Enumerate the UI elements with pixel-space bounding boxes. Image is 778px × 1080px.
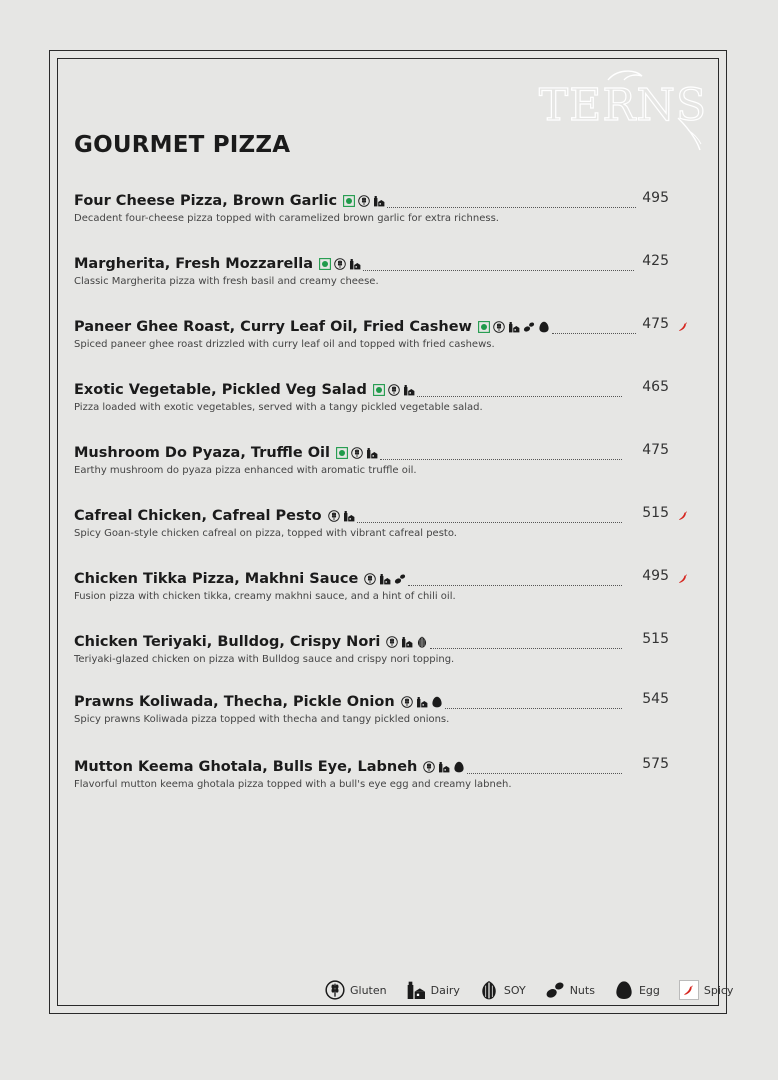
dairy-icon: [349, 258, 361, 270]
spicy-icon: [678, 573, 689, 584]
legend-label: Dairy: [430, 983, 460, 997]
menu-item: [74, 314, 694, 354]
menu-item-icons: [364, 573, 406, 588]
dairy-icon: [366, 447, 378, 459]
menu-item-line: [74, 754, 465, 776]
gluten-icon: [423, 761, 435, 773]
menu-item: [74, 754, 694, 794]
veg-icon: [373, 384, 385, 396]
legend-label: Spicy: [703, 983, 734, 997]
legend-label: SOY: [503, 983, 526, 997]
spicy-icon: [678, 321, 689, 332]
gluten-icon: [364, 573, 376, 585]
menu-item-name: Margherita, Fresh Mozzarella: [74, 256, 314, 272]
dairy-icon: [416, 696, 428, 708]
menu-item-description: Pizza loaded with exotic vegetables, served with a tangy pickled vegetable salad.: [74, 402, 483, 413]
menu-item-description: Earthy mushroom do pyaza pizza enhanced with aromatic truffle oil.: [74, 465, 417, 476]
menu-item-line: [74, 188, 385, 210]
gluten-icon: [386, 636, 398, 648]
gluten-icon: [388, 384, 400, 396]
menu-item-icons: [401, 696, 443, 711]
menu-item: [74, 377, 694, 417]
menu-item-name: Prawns Koliwada, Thecha, Pickle Onion: [74, 694, 395, 710]
menu-item-icons: [336, 447, 378, 462]
menu-item-name: Cafreal Chicken, Cafreal Pesto: [74, 508, 322, 524]
gluten-icon: [351, 447, 363, 459]
menu-item-price: 495: [642, 190, 669, 206]
menu-item: [74, 251, 694, 291]
dotted-leader: [552, 333, 636, 334]
menu-item-name: Chicken Teriyaki, Bulldog, Crispy Nori: [74, 634, 381, 650]
menu-item-name: Paneer Ghee Roast, Curry Leaf Oil, Fried Cashew: [74, 319, 472, 335]
logo-text: TERNS: [538, 80, 708, 131]
menu-item-icons: [319, 258, 361, 273]
menu-item-icons: [478, 321, 550, 336]
dairy-icon: [438, 761, 450, 773]
menu-item-price: 465: [642, 379, 669, 395]
menu-item-price: 545: [642, 691, 669, 707]
nuts-icon: [394, 573, 406, 585]
legend-item: [401, 980, 460, 1000]
dairy-icon: [508, 321, 520, 333]
menu-item-line: [74, 377, 415, 399]
dotted-leader: [430, 648, 622, 649]
menu-item-price: 425: [642, 253, 669, 269]
menu-item-line: [74, 440, 378, 462]
legend-label: Egg: [638, 983, 660, 997]
legend-item: [320, 980, 387, 1000]
menu-item-price: 515: [642, 631, 669, 647]
veg-icon: [319, 258, 331, 270]
dotted-leader: [445, 708, 622, 709]
menu-item-icons: [328, 510, 355, 525]
menu-item-icons: [343, 195, 385, 210]
menu-item-icons: [373, 384, 415, 399]
soy-icon: [416, 636, 428, 648]
veg-icon: [478, 321, 490, 333]
menu-item: [74, 689, 694, 729]
legend-item: [674, 980, 734, 1000]
brand-logo: [538, 68, 708, 154]
veg-icon: [343, 195, 355, 207]
menu-item-description: Spicy prawns Koliwada pizza topped with thecha and tangy pickled onions.: [74, 714, 450, 725]
menu-item-icons: [386, 636, 428, 651]
menu-item-price: 475: [642, 316, 669, 332]
menu-item-description: Spicy Goan-style chicken cafreal on pizza, topped with vibrant cafreal pesto.: [74, 528, 457, 539]
gluten-icon: [328, 510, 340, 522]
soy-icon: [479, 980, 499, 1000]
dairy-icon: [401, 636, 413, 648]
menu-item: [74, 440, 694, 480]
dotted-leader: [357, 522, 622, 523]
legend-item: [540, 980, 595, 1000]
gluten-icon: [325, 980, 345, 1000]
menu-item: [74, 566, 694, 606]
menu-item-price: 575: [642, 756, 669, 772]
menu-item-description: Spiced paneer ghee roast drizzled with curry leaf oil and topped with fried cashews.: [74, 339, 495, 350]
menu-item-price: 515: [642, 505, 669, 521]
gluten-icon: [358, 195, 370, 207]
dotted-leader: [363, 270, 634, 271]
allergen-legend: [320, 978, 747, 1002]
dotted-leader: [387, 207, 636, 208]
menu-item: [74, 629, 694, 669]
gluten-icon: [334, 258, 346, 270]
gluten-icon: [401, 696, 413, 708]
menu-item-line: [74, 689, 443, 711]
menu-item-line: [74, 314, 550, 336]
menu-item-line: [74, 251, 361, 273]
veg-icon: [336, 447, 348, 459]
menu-item-description: Fusion pizza with chicken tikka, creamy makhni sauce, and a hint of chili oil.: [74, 591, 456, 602]
menu-item-line: [74, 629, 428, 651]
menu-item-name: Mutton Keema Ghotala, Bulls Eye, Labneh: [74, 759, 418, 775]
egg-icon: [431, 696, 443, 708]
menu-item: [74, 188, 694, 228]
dotted-leader: [408, 585, 622, 586]
menu-item-name: Chicken Tikka Pizza, Makhni Sauce: [74, 571, 359, 587]
nuts-icon: [545, 980, 565, 1000]
menu-item: [74, 503, 694, 543]
dairy-icon: [379, 573, 391, 585]
dairy-icon: [373, 195, 385, 207]
menu-item-line: [74, 566, 406, 588]
menu-item-name: Exotic Vegetable, Pickled Veg Salad: [74, 382, 367, 398]
menu-item-price: 495: [642, 568, 669, 584]
legend-label: Nuts: [569, 983, 595, 997]
spicy-icon: [679, 980, 699, 1000]
menu-item-price: 475: [642, 442, 669, 458]
menu-item-description: Decadent four-cheese pizza topped with caramelized brown garlic for extra richness.: [74, 213, 499, 224]
menu-item-name: Four Cheese Pizza, Brown Garlic: [74, 193, 338, 209]
egg-icon: [453, 761, 465, 773]
menu-item-icons: [423, 761, 465, 776]
dotted-leader: [467, 773, 622, 774]
legend-item: [474, 980, 526, 1000]
menu-item-description: Classic Margherita pizza with fresh basil and creamy cheese.: [74, 276, 379, 287]
dairy-icon: [403, 384, 415, 396]
dotted-leader: [417, 396, 622, 397]
dotted-leader: [380, 459, 622, 460]
spicy-icon: [678, 510, 689, 521]
egg-icon: [614, 980, 634, 1000]
legend-item: [609, 980, 660, 1000]
dairy-icon: [406, 980, 426, 1000]
dairy-icon: [343, 510, 355, 522]
page-title: GOURMET PIZZA: [74, 132, 291, 158]
egg-icon: [538, 321, 550, 333]
menu-item-line: [74, 503, 355, 525]
menu-item-description: Teriyaki-glazed chicken on pizza with Bulldog sauce and crispy nori topping.: [74, 654, 455, 665]
legend-label: Gluten: [350, 983, 387, 997]
nuts-icon: [523, 321, 535, 333]
menu-item-name: Mushroom Do Pyaza, Truffle Oil: [74, 445, 331, 461]
menu-item-description: Flavorful mutton keema ghotala pizza topped with a bull's eye egg and creamy labneh.: [74, 779, 512, 790]
gluten-icon: [493, 321, 505, 333]
